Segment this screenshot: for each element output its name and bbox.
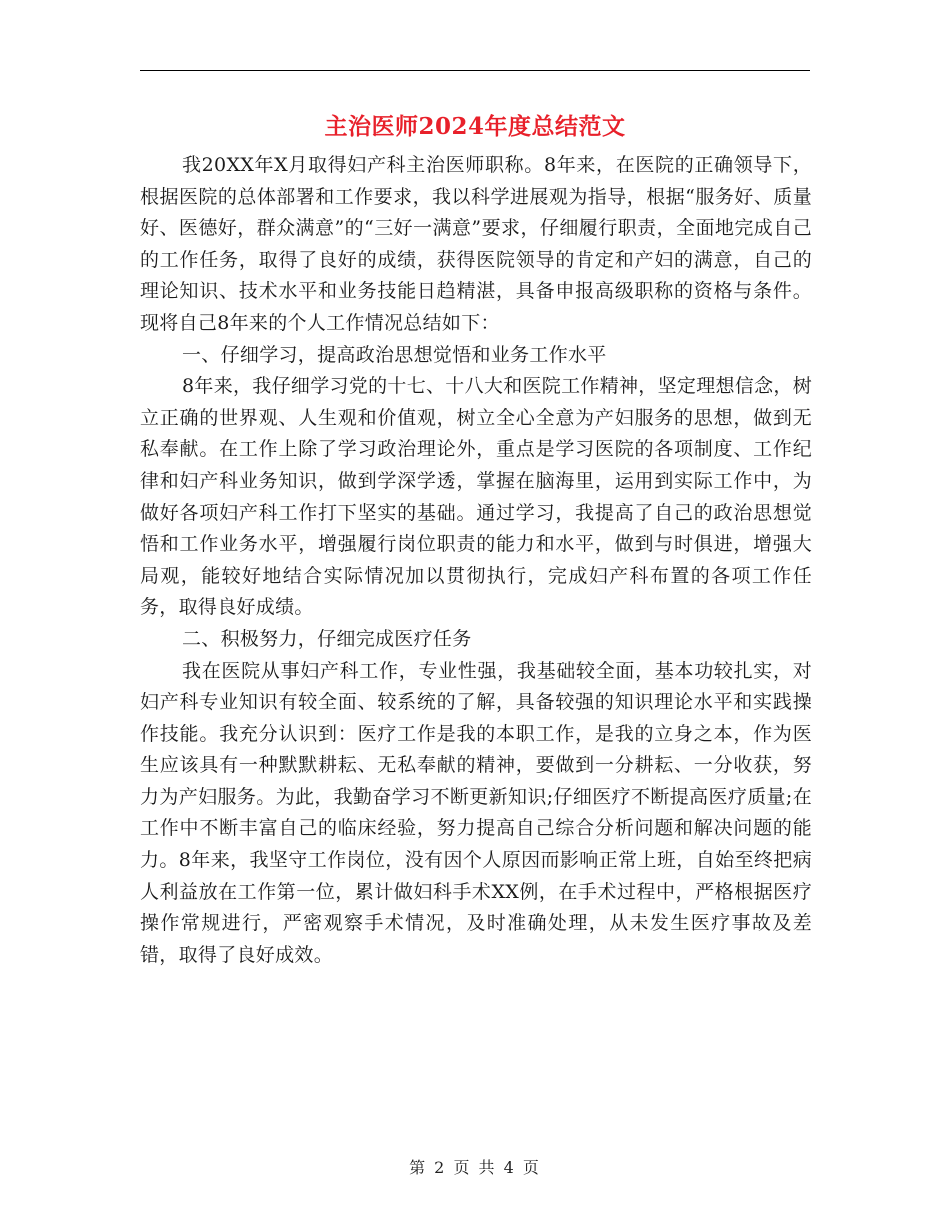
page-number-footer: 第 2 页 共 4 页 — [409, 1158, 541, 1177]
section-heading-1: 一、仔细学习，提高政治思想觉悟和业务工作水平 — [182, 343, 607, 366]
paragraph-intro: 我20XX年X月取得妇产科主治医师职称。8年来，在医院的正确领导下，根据医院的总体部署和工作要求，我以科学进展观为指导，根据“服务好、质量好、医德好，群众满意”的“三好一满意”要求，仔细履行职责，全面地完成自己的工作任务，取得了良好的成绩，获得医院领导的肯定和产妇的满意，自己的理论知识、技术水平和业务技能日趋精湛，具备申报高级职称的资格与条件。现将自己8年来的个人工作情况总结如下： — [140, 154, 812, 334]
section-heading-2: 二、积极努力，仔细完成医疗任务 — [182, 627, 472, 650]
header-rule — [140, 70, 810, 71]
document-title: 主治医师2024年度总结范文 — [324, 113, 626, 140]
paragraph-study: 8年来，我仔细学习党的十七、十八大和医院工作精神，坚定理想信念，树立正确的世界观、人生观和价值观，树立全心全意为产妇服务的思想，做到无私奉献。在工作上除了学习政治理论外，重点是学习医院的各项制度、工作纪律和妇产科业务知识，做到学深学透，掌握在脑海里，运用到实际工作中，为做好各项妇产科工作打下坚实的基础。通过学习，我提高了自己的政治思想觉悟和工作业务水平，增强履行岗位职责的能力和水平，做到与时俱进，增强大局观，能较好地结合实际情况加以贯彻执行，完成妇产科布置的各项工作任务，取得良好成绩。 — [140, 375, 812, 619]
document-body — [140, 150, 812, 971]
paragraph-medical-work: 我在医院从事妇产科工作，专业性强，我基础较全面，基本功较扎实，对妇产科专业知识有较全面、较系统的了解，具备较强的知识理论水平和实践操作技能。我充分认识到：医疗工作是我的本职工作，是我的立身之本，作为医生应该具有一种默默耕耘、无私奉献的精神，要做到一分耕耘、一分收获，努力为产妇服务。为此，我勤奋学习不断更新知识;仔细医疗不断提高医疗质量;在工作中不断丰富自己的临床经验，努力提高自己综合分析问题和解决问题的能力。8年来，我坚守工作岗位，没有因个人原因而影响正常上班，自始至终把病人利益放在工作第一位，累计做妇科手术XX例，在手术过程中，严格根据医疗操作常规进行，严密观察手术情况，及时准确处理，从未发生医疗事故及差错，取得了良好成效。 — [140, 659, 812, 966]
